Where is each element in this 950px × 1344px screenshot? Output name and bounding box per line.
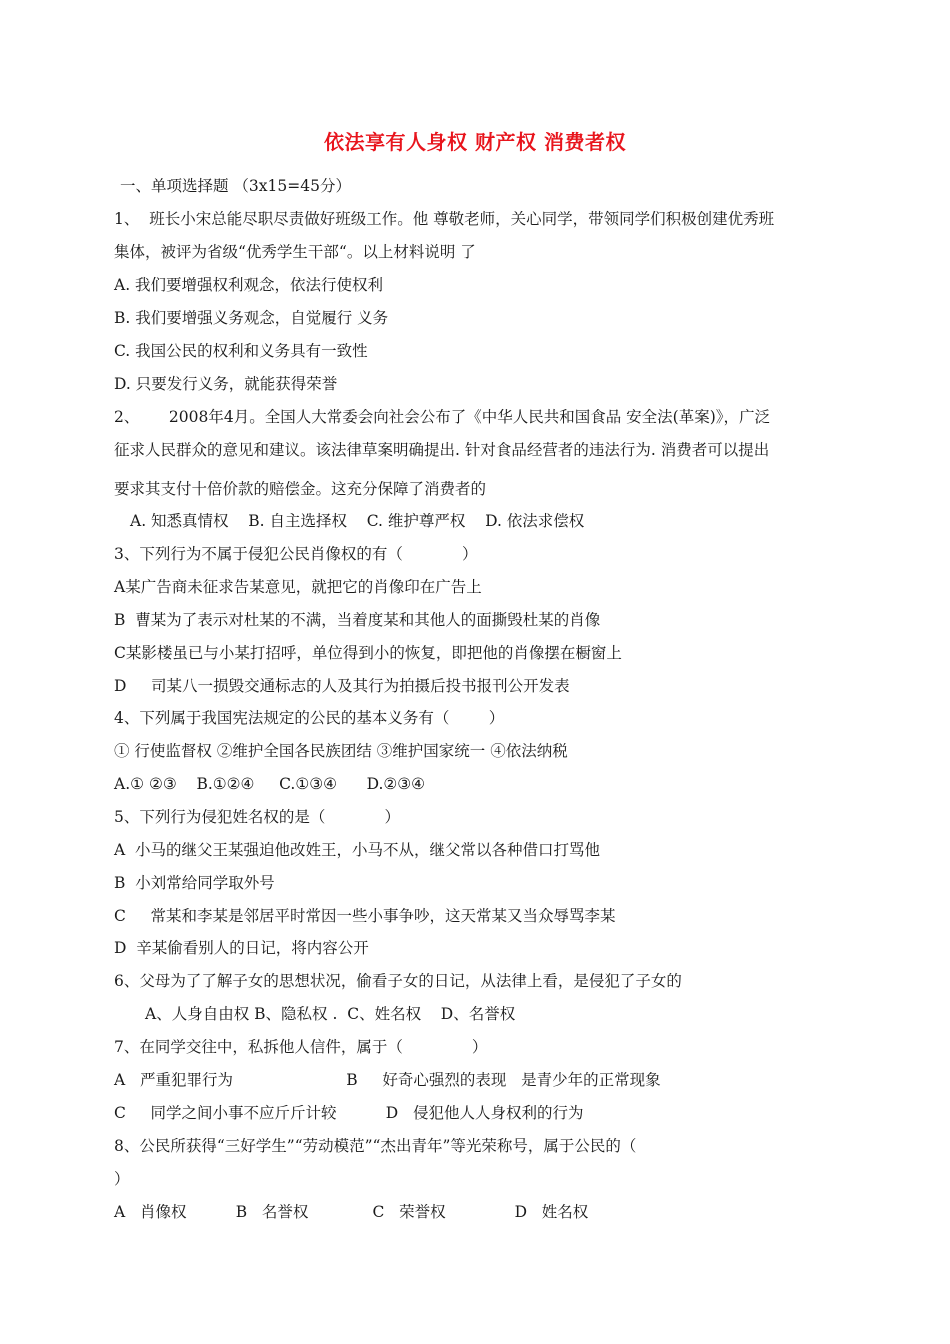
question-5-stem: 5、下列行为侵犯姓名权的是（ ） <box>114 808 400 826</box>
question-4-stem: 4、下列属于我国宪法规定的公民的基本义务有（ ） <box>114 709 505 727</box>
question-6-stem: 6、父母为了了解子女的思想状况，偷看子女的日记，从法律上看，是侵犯了子女的 <box>114 972 682 990</box>
question-1-option-c: C. 我国公民的权利和义务具有一致性 <box>114 342 368 360</box>
question-3-option-c: C某影楼虽已与小某打招呼，单位得到小的恢复，即把他的肖像摆在橱窗上 <box>114 644 622 662</box>
question-8-options: A 肖像权 B 名誉权 C 荣誉权 D 姓名权 <box>114 1203 589 1221</box>
question-4-statements: ① 行使监督权 ②维护全国各民族团结 ③维护国家统一 ④依法纳税 <box>114 742 568 760</box>
question-2-stem-line-3: 要求其支付十倍价款的赔偿金。这充分保障了消费者的 <box>114 480 487 498</box>
question-4-options: A.① ②③ B.①②④ C.①③④ D.②③④ <box>114 775 426 793</box>
question-7-options-cd: C 同学之间小事不应斤斤计较 D 侵犯他人人身权利的行为 <box>114 1104 584 1122</box>
question-2-stem-line-2: 征求人民群众的意见和建议。该法律草案明确提出. 针对食品经营者的违法行为. 消费者可以提出 <box>114 441 770 459</box>
question-3-stem: 3、下列行为不属于侵犯公民肖像权的有（ ） <box>114 545 478 563</box>
question-5-option-b: B 小刘常给同学取外号 <box>114 874 275 892</box>
question-8-stem-line-2: ） <box>114 1170 130 1188</box>
question-5-option-c: C 常某和李某是邻居平时常因一些小事争吵，这天常某又当众辱骂李某 <box>114 907 616 925</box>
question-1-option-a: A. 我们要增强权利观念，依法行使权利 <box>114 276 384 294</box>
question-2-stem-line-1: 2、 2008年4月。全国人大常委会向社会公布了《中华人民共和国食品 安全法(革案)》，广泛 <box>114 408 771 426</box>
question-8-stem-line-1: 8、公民所获得“三好学生”“劳动模范”“杰出青年”等光荣称号，属于公民的（ <box>114 1137 637 1155</box>
question-1-option-d: D. 只要发行义务，就能获得荣誉 <box>114 375 338 393</box>
question-7-stem: 7、在同学交往中，私拆他人信件，属于（ ） <box>114 1038 488 1056</box>
question-7-options-ab: A 严重犯罪行为 B 好奇心强烈的表现 是青少年的正常现象 <box>114 1071 661 1089</box>
question-3-option-a: A某广告商未征求告某意见，就把它的肖像印在广告上 <box>114 578 482 596</box>
question-1-stem-line-1: 1、 班长小宋总能尽职尽责做好班级工作。他 尊敬老师，关心同学，带领同学们积极创建优秀班 <box>114 210 775 228</box>
question-1-option-b: B. 我们要增强义务观念，自觉履行 义务 <box>114 309 389 327</box>
question-5-option-a: A 小马的继父王某强迫他改姓王，小马不从，继父常以各种借口打骂他 <box>114 841 601 859</box>
question-1-stem-line-2: 集体，被评为省级“优秀学生干部“。以上材料说明 了 <box>114 243 476 261</box>
question-2-options: A. 知悉真情权 B. 自主选择权 C. 维护尊严权 D. 依法求偿权 <box>130 512 585 530</box>
question-3-option-d: D 司某八一损毁交通标志的人及其行为拍摄后投书报刊公开发表 <box>114 677 570 695</box>
document-title: 依法享有人身权 财产权 消费者权 <box>324 130 626 154</box>
question-5-option-d: D 辛某偷看别人的日记，将内容公开 <box>114 939 369 957</box>
question-3-option-b: B 曹某为了表示对杜某的不满，当着度某和其他人的面撕毁杜某的肖像 <box>114 611 601 629</box>
section-header: 一、单项选择题 （3x15=45分） <box>120 177 351 195</box>
question-6-options: A、人身自由权 B、隐私权 . C、姓名权 D、名誉权 <box>145 1005 516 1023</box>
